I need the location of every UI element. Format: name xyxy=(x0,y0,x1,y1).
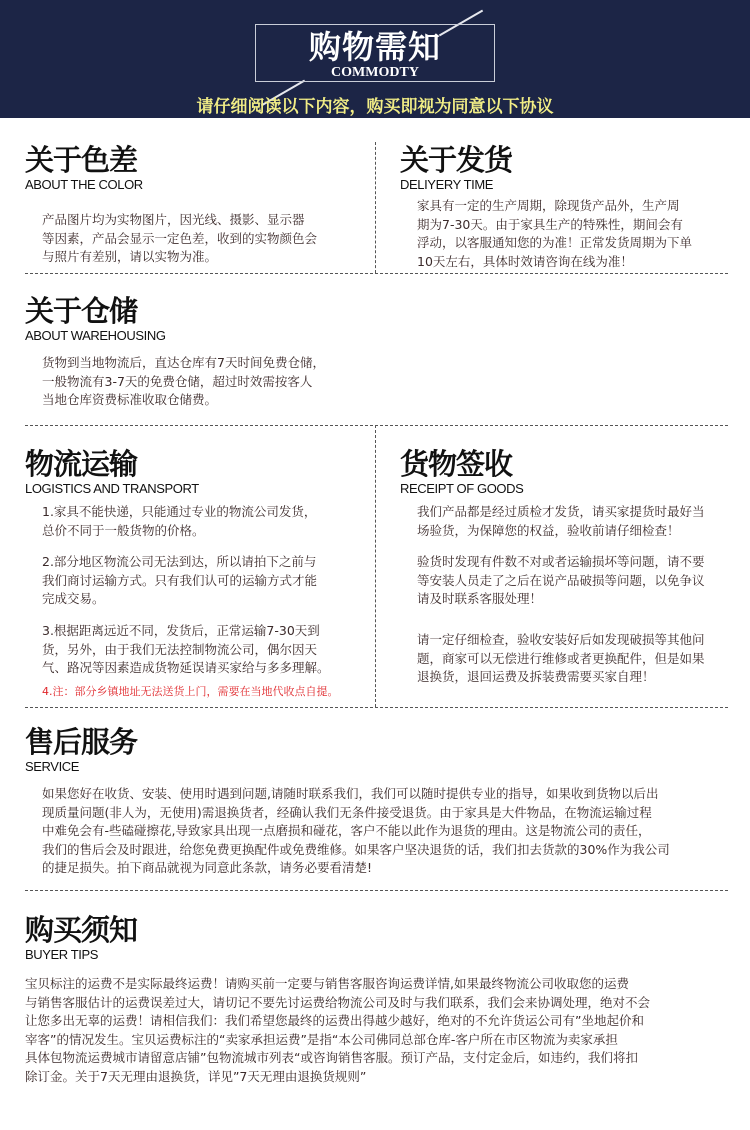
text-line: 货物到当地物流后，直达仓库有7天时间免费仓储， xyxy=(42,355,325,370)
text-line: 宝贝标注的运费不是实际最终运费！请购买前一定要与销售客服咨询运费详情,如果最终物流公司收取您的运费 xyxy=(25,976,629,991)
text-line: 验货时发现有件数不对或者运输损坏等问题，请不要 xyxy=(417,554,705,570)
page-title: 购物需知 xyxy=(308,28,441,66)
section-title-en: ABOUT WAREHOUSING xyxy=(25,328,166,343)
text-line: 货，另外，由于我们无法控制物流公司，偶尔因天 xyxy=(42,641,318,657)
text-line: 现质量问题(非人为，无使用)需退换货者，经确认我们无条件接受退货。由于家具是大件物品，在物流运输过程 xyxy=(42,804,652,820)
red-notice: 4.注：部分乡镇地址无法送货上门，需要在当地代收点自提。 xyxy=(42,684,339,698)
section-body xyxy=(417,503,705,687)
section-title-en: ABOUT THE COLOR xyxy=(25,177,143,192)
section-logistics xyxy=(25,447,339,700)
page-title-en: COMMODTY xyxy=(331,65,419,80)
text-line: 等安装人员走了之后在说产品破损等问题，以免争议 xyxy=(417,572,705,588)
text-line: 我们产品都是经过质检才发货，请买家提货时最好当 xyxy=(417,504,705,519)
text-line: 请一定仔细检查，验收安装好后如发现破损等其他问 xyxy=(417,631,705,647)
vertical-divider xyxy=(375,142,376,273)
section-delivery xyxy=(400,143,692,271)
section-title: 关于色差 xyxy=(25,143,138,177)
section-body xyxy=(25,975,650,1087)
text-line: 家具有一定的生产周期，除现货产品外，生产周 xyxy=(417,198,680,213)
text-line: 与照片有差别，请以实物为准。 xyxy=(42,249,218,265)
text-line: 3.根据距离远近不同，发货后，正常运输7-30天到 xyxy=(42,622,320,638)
text-line: 题，商家可以无偿进行维修或者更换配件，但是如果 xyxy=(417,650,705,666)
section-title: 购买须知 xyxy=(25,913,138,947)
text-line: 请及时联系客服处理！ xyxy=(417,591,543,607)
text-line: 等因素，产品会显示一定色差，收到的实物颜色会 xyxy=(42,230,318,246)
section-title-en: RECEIPT OF GOODS xyxy=(400,481,524,496)
section-title-en: SERVICE xyxy=(25,759,80,774)
title-box xyxy=(255,24,495,82)
text-line: 除订金。关于7天无理由退换货，详见”7天无理由退换货规则” xyxy=(25,1068,367,1084)
horizontal-divider xyxy=(25,890,728,891)
section-body xyxy=(42,354,325,410)
section-body xyxy=(42,785,670,878)
text-line: 退换货，退回运费及拆装费需要买家自理！ xyxy=(417,669,655,685)
text-line: 宰客”的情况发生。宝贝运费标注的“卖家承担运费”是指“本公司佛同总部仓库-客户所在市区物流为卖家承担 xyxy=(25,1031,618,1047)
text-line: 具体包物流运费城市请留意店铺”包物流城市列表“或咨询销售客服。预订产品，支付定金后，如违约，我们将扣 xyxy=(25,1050,638,1066)
text-line: 期为7-30天。由于家具生产的特殊性，期间会有 xyxy=(417,216,683,232)
page-subtitle: 请仔细阅读以下内容，购买即视为同意以下协议 xyxy=(196,97,554,117)
text-line: 与销售客服估计的运费误差过大，请切记不要先讨运费给物流公司及时与我们联系，我们会来协调处理，绝对不会 xyxy=(25,994,651,1010)
section-warehousing xyxy=(25,294,325,410)
section-receipt xyxy=(400,447,705,687)
section-title: 关于仓储 xyxy=(25,294,138,328)
horizontal-divider xyxy=(25,707,728,708)
text-line: 场验货，为保障您的权益，验收前请仔细检查！ xyxy=(417,522,680,538)
text-line: 如果您好在收货、安装、使用时遇到问题,请随时联系我们，我们可以随时提供专业的指导，如果收到货物以后出 xyxy=(42,786,659,801)
section-color xyxy=(25,143,317,267)
section-body xyxy=(42,211,317,267)
section-title: 物流运输 xyxy=(25,447,138,481)
section-title: 售后服务 xyxy=(25,725,138,759)
section-body xyxy=(417,197,692,271)
text-line: 当地仓库资费标准收取仓储费。 xyxy=(42,392,218,408)
text-line: 我们商讨运输方式。只有我们认可的运输方式才能 xyxy=(42,572,318,588)
horizontal-divider xyxy=(25,425,728,426)
section-buyer-tips xyxy=(25,913,650,1087)
section-service xyxy=(25,725,670,878)
text-line: 一般物流有3-7天的免费仓储，超过时效需按客人 xyxy=(42,373,313,389)
section-title-en: DELIYERY TIME xyxy=(400,177,494,192)
text-line: 让您多出无辜的运费！请相信我们：我们希望您最终的运费出得越少越好，绝对的不允许货运公司有”坐地起价和 xyxy=(25,1013,644,1029)
text-line: 产品图片均为实物图片，因光线、摄影、显示器 xyxy=(42,212,305,227)
text-line: 的捷足损失。拍下商品就视为同意此条款，请务必要看清楚! xyxy=(42,860,373,876)
text-line: 10天左右，具体时效请咨询在线为准！ xyxy=(417,253,633,269)
section-title-en: LOGISTICS AND TRANSPORT xyxy=(25,481,199,496)
text-line: 我们的售后会及时跟进，给您免费更换配件或免费维修。如果客户坚决退货的话，我们扣去货款的30%作为我公司 xyxy=(42,841,670,857)
section-title: 货物签收 xyxy=(400,447,513,481)
vertical-divider xyxy=(375,425,376,707)
header-banner xyxy=(0,0,750,118)
section-body xyxy=(42,503,339,700)
text-line: 总价不同于一般货物的价格。 xyxy=(42,522,205,538)
text-line: 完成交易。 xyxy=(42,591,105,607)
text-line: 中难免会有-些磕碰擦花,导致家具出现一点磨损和碰花，客户不能以此作为退货的理由。这是物流公司的责任， xyxy=(42,823,651,839)
text-line: 气、路况等因素造成货物延误请买家给与多多理解。 xyxy=(42,660,330,676)
text-line: 浮动，以客服通知您的为准！正常发货周期为下单 xyxy=(417,235,693,251)
section-title-en: BUYER TIPS xyxy=(25,947,99,962)
text-line: 2.部分地区物流公司无法到达，所以请拍下之前与 xyxy=(42,554,317,570)
horizontal-divider xyxy=(25,273,728,274)
section-title: 关于发货 xyxy=(400,143,513,177)
text-line: 1.家具不能快递，只能通过专业的物流公司发货， xyxy=(42,504,317,519)
